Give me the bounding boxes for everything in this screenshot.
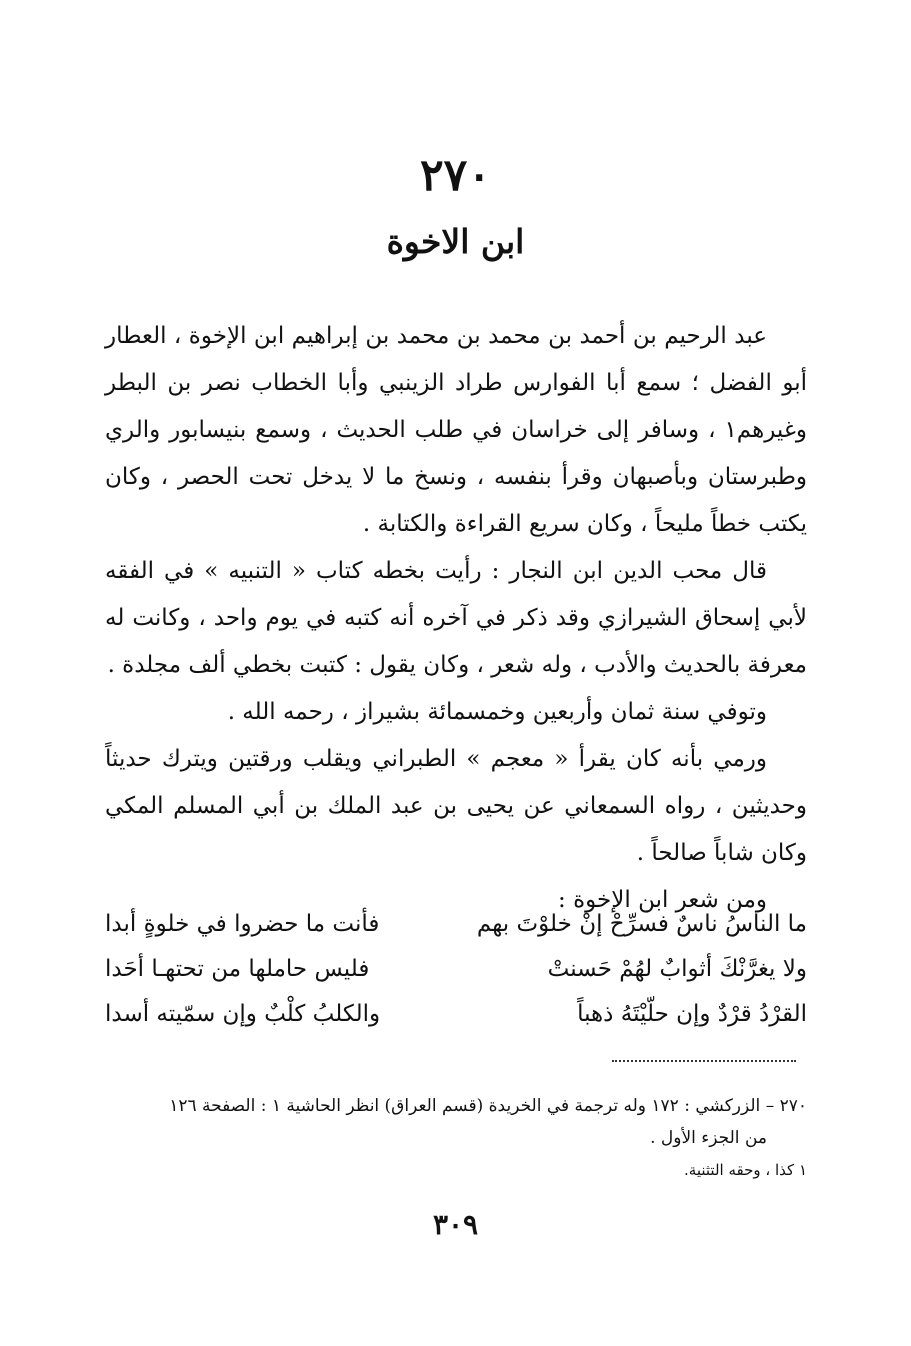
paragraph-death: وتوفي سنة ثمان وأربعين وخمسمائة بشيراز ، رحمه الله . [227, 699, 767, 725]
verse-second-hemistich: والكلبُ كلْبٌ وإن سمّيته أسدا [105, 1001, 381, 1027]
page-number: ٣٠٩ [432, 1208, 479, 1241]
paragraph-ibn-najjar-quote: قال محب الدين ابن النجار : رأيت بخطه كتاب « التنبيه » في الفقه لأبي إسحاق الشيرازي وقد ذكر في آخره أنه كتبه في يوم واحد ، وكانت له معرفة بالحديث والأدب ، وله شعر ، وكان يقول : كتبت بخطي ألف مجلدة . [105, 558, 807, 678]
poem-verse [105, 947, 807, 992]
poem-verse [105, 902, 807, 947]
footnote-entry-source-continued: من الجزء الأول . [650, 1128, 767, 1148]
footnote-1: ١ كذا ، وحقه التثنية. [684, 1161, 807, 1179]
verse-first-hemistich: ولا يغرَّنْكَ أثوابٌ لهُمْ حَسنتْ [547, 956, 807, 982]
verse-first-hemistich: القرْدُ قرْدٌ وإن حلّيْتَهُ ذهباً [577, 1001, 807, 1027]
verse-second-hemistich: فليس حاملها من تحتهـا أحَدا [105, 956, 370, 982]
entry-number: ٢٧٠ [420, 150, 491, 201]
poem-verse [105, 992, 807, 1037]
entry-title: ابن الاخوة [386, 222, 525, 261]
paragraph-biography: عبد الرحيم بن أحمد بن محمد بن محمد بن إبراهيم ابن الإخوة ، العطار أبو الفضل ؛ سمع أبا الفوارس طراد الزينبي وأبا الخطاب نصر بن البطر وغيرهم١ ، وسافر إلى خراسان في طلب الحديث ، وسمع بنيسابور والري وطبرستان وبأصبهان وقرأ بنفسه ، ونسخ ما لا يدخل تحت الحصر ، وكان يكتب خطاً مليحاً ، وكان سريع القراءة والكتابة . [105, 323, 807, 537]
paragraph-accusation: ورمي بأنه كان يقرأ « معجم » الطبراني ويقلب ورقتين ويترك حديثاً وحديثين ، رواه السمعاني عن يحيى بن عبد الملك بن أبي المسلم المكي وكان شاباً صالحاً . [105, 746, 807, 866]
poem [105, 902, 807, 1037]
footnotes [105, 1090, 807, 1186]
paragraph-poetry-intro: ومن شعر ابن الإخوة : [558, 887, 767, 913]
verse-second-hemistich: فأنت ما حضروا في خلوةٍ أبدا [105, 911, 380, 937]
footnote-divider [612, 1060, 796, 1062]
biography-text [105, 313, 807, 924]
footnote-entry-source: ٢٧٠ – الزركشي : ١٧٢ وله ترجمة في الخريدة (قسم العراق) انظر الحاشية ١ : الصفحة ١٢٦ [169, 1096, 807, 1116]
verse-first-hemistich: ما الناسُ ناسٌ فسرِّحْ إنْ خلوْتَ بهم [476, 911, 807, 937]
